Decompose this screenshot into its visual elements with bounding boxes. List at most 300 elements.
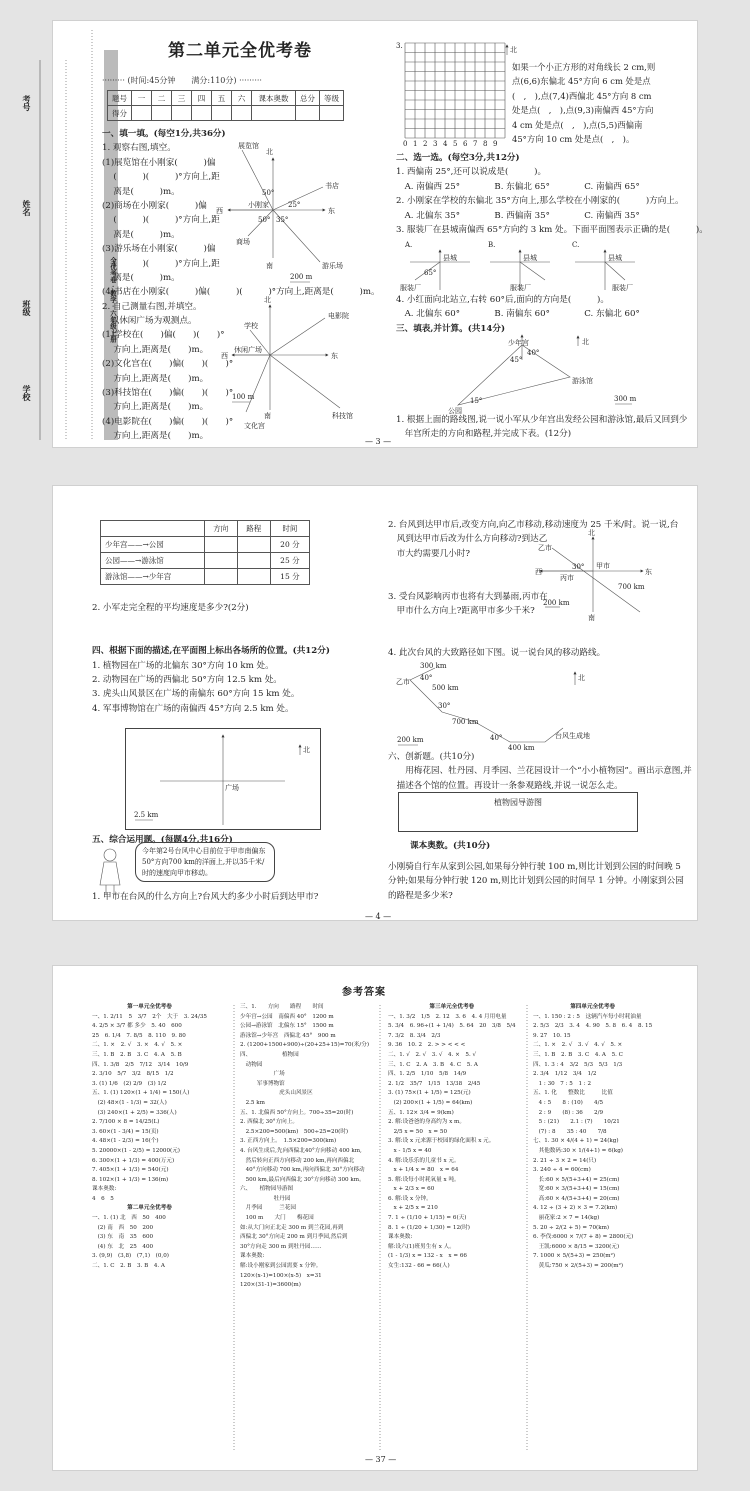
text-line: 的路程是多少米? [388,890,453,901]
text-line: 第二单元全优考卷 [127,1205,172,1212]
route-table [100,520,310,585]
text-line: (3)游乐场在小刚家( )偏 [102,244,216,255]
grid-tick-label: 3 [433,140,438,148]
text-line: 一、填一填。(每空1分,共36分) [102,129,226,139]
text-line [92,630,330,644]
text-line: 五、1. 北偏西 50°方向上。700÷35=20(时) [240,1109,354,1116]
text-line: 2. 动物园在广场的西偏北 50°方向 12.5 km 处。 [92,674,282,685]
grid-tick-label: 8 [483,140,488,148]
score-header-cell: 五 [212,91,232,106]
text-line: 7. 405×(1 + 1/3) = 540(元) [92,1167,169,1174]
text-line: 2. 台风到达甲市后,改变方向,向乙市移动,移动速度为 25 千米/时。说一说,台 [388,520,679,530]
text-line: 四、1. 2/5 1/10 5/8 14/9 [388,1071,467,1078]
text-line: 9. 27 10. 15 [533,1032,571,1039]
score-cell: 得分 [108,106,132,121]
label: 50° [262,189,275,197]
text-line: 三、1. 方向 路程 时间 [240,1004,324,1010]
text-line: 2/5 x = 50 x = 50 [388,1128,447,1135]
text-line: 方向上,距离是( )m。 [102,402,209,413]
question-2 [388,518,678,561]
text-line: 课本奥数: [92,1186,117,1193]
score-cell[interactable] [192,106,212,121]
text-line: 4. 2/5 × 3/7 都 多少 5. 40 600 [92,1023,182,1030]
text-line: 2. 21 ÷ 3 × 2 = 14(只) [533,1157,597,1164]
text-line: 3. 60×(1 - 3/4) = 15(页) [92,1128,159,1135]
label: 东 [331,352,338,360]
text-line: 五、1. 12× 3/4 = 9(km) [388,1109,454,1116]
label: 东 [328,207,335,215]
text-line: ( )( )°方向上,距 [102,215,220,226]
text-line: 2. 自己测量右图,并填空。 [102,301,202,312]
label: 东 [645,568,652,576]
label: 北 [266,148,273,156]
text-line: x + 2/3 x = 60 [388,1186,435,1193]
text-line: 如:从大门向正北走 300 m 到兰花园,再到 [240,1224,344,1231]
text-line: 2. 西偏北 30°方向上。 [240,1119,298,1126]
page-title: 第二单元全优考卷 [168,41,312,61]
text-line: 方向上,距离是( )m。 [102,373,209,384]
text-line: 3. 受台风影响丙市也将有大到暴雨,丙市在 [388,592,548,602]
text-line: 三、1. B 2. B 3. C 4. A 5. C [533,1051,623,1058]
text-line: (4) 东 北 25 400 [92,1243,154,1250]
text-line: 7. 3/2 8. 3/4 2/3 [388,1032,441,1039]
text-line: 分钟;如果每分钟行驶 120 m,则比计划到公园的时间早 1 分钟。小刚家到公园 [388,876,684,887]
label: A. [405,241,413,249]
label: 游乐场 [322,262,343,270]
text-line: 二、1. C 2. B 3. B 4. A [92,1263,165,1270]
label: 服装厂 [510,284,531,292]
text-line: 8. 1 ÷ (1/20 + 1/30) = 12(时) [388,1224,470,1231]
text-line: 描述各个馆的位置。再设计一条参观路线,并说一说怎么走。 [388,780,623,791]
score-header-cell: 一 [132,91,152,106]
text-line: 第四单元全优考卷 [570,1004,615,1010]
score-cell[interactable] [320,106,344,121]
label: B. [488,241,496,249]
label: 45° [510,356,523,364]
label: 40° [420,674,433,682]
text-line: 3. 解:设 x 元来源于校园的绿化面积 x 元。 [388,1138,495,1145]
label: 电影院 [328,312,349,320]
text-line: 5 : (21) 2.1 : (7) 10/21 [533,1119,620,1126]
grid-tick-label: 6 [463,140,468,148]
text-line: 二、1. √ 2. √ 3. √ 4. × 5. √ [388,1051,477,1058]
text-line: 2.5×200=500(km) 500÷25=20(时) [240,1128,349,1135]
text-line: 2. (1200+1500+900)÷(20+25+15)=70(米/分) [240,1042,370,1049]
text-line: 二、选一选。(每空3分,共12分) [396,153,520,163]
text-line [92,615,330,629]
label: 县城 [443,254,457,262]
text-line: 王凯:6000 × 8/15 = 3200(元) [533,1243,620,1250]
text-line: 六、创新题。(共10分) [388,752,475,762]
label: 30° [438,702,451,710]
text-line: 甲市什么方向上?距离甲市多少千米? [388,606,535,617]
text-line: 年宫所走的方向和路程,并完成下表。(12分) [396,429,572,440]
table-cell[interactable] [204,553,237,569]
score-cell[interactable] [296,106,320,121]
text-line: 4. 军事博物馆在广场的南偏西 45°方向 2.5 km 处。 [92,703,294,714]
text-line: 课本奥数: [388,1234,413,1241]
text-line: 2. 解:设爸爸的身高约为 x m。 [388,1119,465,1126]
text-line: 二、1. × 2. √ 3. √ 4. √ 5. × [533,1042,623,1049]
label: 服装厂 [612,284,633,292]
olympiad-question [388,860,684,903]
score-header-cell: 总分 [296,91,320,106]
text-line: 3. 正西方向上。 1.5×200=300(km) [240,1138,337,1145]
text-line: 四、 植物园 [240,1051,299,1058]
text-line: 动物园 [240,1061,263,1068]
section-fill-in [102,127,380,444]
text-line: 2. 1/2 35/7 1/15 13/38 2/45 [388,1080,481,1087]
text-line: 4 cm 处是点( , ),点(5,5)西偏南 [512,119,643,130]
binding-label-exam-number: 考号 [22,95,32,111]
label: 北 [510,46,517,54]
text-line: 市大约需要几小时? [388,548,470,559]
text-line: 黄瓜:750 × 2/(5+3) = 200(m²) [533,1263,624,1270]
table-row [101,521,310,537]
text-line: 30°方向走 300 m 到牡丹园…… [240,1243,322,1250]
text-line: 3. 240 ÷ 4 = 60(cm) [533,1167,591,1174]
text-line: (2) 南 西 50 200 [92,1224,154,1231]
olympiad-title: 课本奥数。(共10分) [410,841,491,851]
label: 100 m [232,393,255,401]
label: 北 [303,746,310,754]
score-header-cell: 四 [192,91,212,106]
text-line: 方向上,距离是( )m。 [102,431,209,442]
label: 300 m [614,395,637,403]
text-line: 四、根据下面的描述,在平面图上标出各场所的位置。(共12分) [92,646,330,657]
score-cell[interactable] [132,106,152,121]
page-number: — 3 — [365,437,392,446]
label: 30° [572,563,585,571]
grid-question-number: 3. [396,42,403,50]
text-line: 三、1. C 2. A 3. B 4. C 5. A [388,1061,478,1068]
label: 服装厂 [400,284,421,292]
text-line: x + 1/4 x = 80 x = 64 [388,1167,459,1174]
label: 2.5 km [134,811,159,819]
table-header-cell: 路程 [237,521,270,537]
text-line: 长:60 × 5/(5+3+4) = 25(cm) [533,1176,620,1183]
text-line: 第三单元全优考卷 [429,1004,475,1010]
text-line: (4)书店在小刚家( )偏( )( )°方向上,距离是( )m。 [102,287,380,298]
text-line: 五、1. (1) 120×(1 + 1/4) = 150(人) [92,1090,190,1097]
answers-col-2 [240,1003,369,1291]
label: 南 [266,262,273,270]
text-line: 小刚骑自行车从家到公园,如果每分钟行驶 100 m,则比计划到公园的时间晚 5 [388,862,681,872]
text-line: 6. 解:设 x 分钟。 [388,1195,432,1202]
text-line: 2 : 9 (8) : 36 2/9 [533,1109,604,1116]
label: 台风生成地 [555,732,590,740]
text-line: 然后转向正西方向移动 200 km,再向西偏北 [240,1157,355,1164]
score-header-cell: 等级 [320,91,344,106]
text-line: (1 - 1/3) x = 132 - x x = 66 [388,1253,467,1260]
score-cell[interactable] [172,106,192,121]
label: 西 [221,352,228,360]
grid-question-text [512,60,655,146]
label: 北 [578,674,585,682]
table-cell: 20 分 [270,537,309,553]
text-line: 5. 20 ÷ 2/(2 + 5) = 70(km) [533,1224,610,1231]
score-cell[interactable] [212,106,232,121]
label: 县城 [523,254,537,262]
text-line: 七、1. 30 × 4/(4 + 1) = 24(kg) [533,1138,619,1145]
text-line: 三、1. B 2. B 3. C 4. A 5. B [92,1051,182,1058]
text-line: 离是( )m。 [102,186,180,197]
table-cell: 少年宫——→公园 [101,537,205,553]
page-number: — 4 — [365,912,392,921]
text-line: (1)展览馆在小刚家( )偏 [102,157,216,168]
label: 300 km [420,662,447,670]
section-choice-cont [396,293,640,336]
grid-tick-label: 4 [443,140,448,148]
label: 公园 [448,407,462,415]
label: 丙市 [560,574,574,582]
text-line: 以休闲广场为观测点。 [102,316,197,327]
text-line: (3)科技馆在( )偏( )( )° [102,388,234,399]
text-line: 4. 12 ÷ (3 + 2) × 3 = 7.2(km) [533,1205,618,1212]
label: 700 km [618,583,645,591]
garden-map-title: 植物园导游图 [494,798,542,807]
text-line: 广场 [240,1071,285,1078]
table-cell[interactable] [204,537,237,553]
question-1: 1. 甲市在台风的什么方向上?台风大约多少小时后到达甲市? [92,892,319,902]
label: C. [572,241,580,249]
score-table [107,90,344,121]
text-line: 课本奥数: [240,1253,265,1260]
label: 西 [535,568,542,576]
label: 游泳馆 [572,377,593,385]
table-row [101,569,310,585]
text-line: (3) 东 南 35 600 [92,1234,154,1241]
label: 文化宫 [244,422,265,430]
question-3 [388,590,548,619]
table-cell[interactable] [237,569,270,585]
text-line: 45°方向 10 cm 处是点( , )。 [512,133,635,144]
text-line: 1. 观察右图,填空。 [102,143,176,154]
text-line: 月季园 兰花园 [240,1205,296,1212]
label: 北 [588,529,595,537]
grid-tick-label: 2 [423,140,428,148]
text-line: 4. 台风生成后,先向西偏北40°方向移动 400 km, [240,1147,362,1154]
label: 学校 [244,322,258,330]
grid-tick-label: 5 [453,140,458,148]
label: 700 km [452,718,479,726]
binding-strip: 全优考卷 · 数学 · 六年级上册 [104,50,118,440]
text-line: (2) 200×(1 + 1/5) = 64(km) [388,1099,473,1106]
text-line: (1)学校在( )偏( )( )° [102,330,225,341]
label: 书店 [325,182,339,190]
label: 50° [258,216,271,224]
text-line: 西偏北 30°方向走 200 m 到月季园,然后到 [240,1234,348,1241]
text-line: 25 6. 1/4 7. 8/5 8. 110 9. 80 [92,1032,186,1039]
answers-col-3 [388,1003,516,1272]
plan-box [125,728,321,830]
text-line: 解:设小刚家到公园需要 x 分钟。 [240,1263,322,1270]
table-cell: 15 分 [270,569,309,585]
garden-map-box [398,792,638,832]
label: 南 [264,412,271,420]
time-info: ········· (时间:45分钟 满分:110分) ········· [102,76,262,85]
section-choice [396,151,708,237]
text-line: 处是点( , ),点(9,3)南偏西 45°方向 [512,105,654,116]
text-line: 3. 服装厂在县城南偏西 65°方向约 3 km 处。下面平面图表示正确的是( )。 [396,224,708,235]
text-line: 4 6 5 [92,1195,114,1202]
text-line: 风到达甲市后改为什么方向移动?到达乙 [388,534,548,545]
grid-tick-label: 0 [403,140,408,148]
text-line: (3) 240×(1 + 2/5) = 336(人) [92,1109,177,1116]
text-line: 5. 解:设每小时耗氧量 x 吨。 [388,1176,460,1183]
text-line: 一、1. 150 : 2 : 5 这辆汽车每小时耗油量 [533,1013,642,1020]
text-line: 六、 植物园导游图 [240,1186,294,1193]
binding-label-class: 班级 [22,300,32,316]
answers-col-1 [92,1003,207,1272]
question-4: 4. 此次台风的大致路径如下图。说一说台风的移动路线。 [388,648,606,658]
label: 15° [470,397,483,405]
section-table-question [396,413,687,442]
table-cell: 游泳馆——→少年宫 [101,569,205,585]
text-line: 军事博物馆 [240,1080,285,1087]
text-line: 3. (9,9) (3,8) (7,1) (0,0) [92,1253,169,1260]
table-header-cell: 时间 [270,521,309,537]
text-line: 120×(31-1)=3600(m) [240,1282,301,1289]
text-line: 4. 48×(1 - 2/3) = 16(个) [92,1138,159,1145]
time-info-text: (时间:45分钟 满分:110分) [127,76,237,85]
label: 北 [264,296,271,304]
text-line: 1. 植物园在广场的北偏东 30°方向 10 km 处。 [92,660,274,671]
text-line: 1. 西偏南 25°,还可以说成是( )。 [396,167,547,178]
score-header-cell: 二 [152,91,172,106]
text-line: 三、填表,并计算。(共14分) [396,323,506,334]
text-line: 2. 5/3 2/3 3. 4 4. 90 5. 8 6. 4 8. 15 [533,1023,653,1030]
score-cell[interactable] [252,106,296,121]
table-cell: 25 分 [270,553,309,569]
text-line: 4. 小红面向北站立,右转 60°后,面向的方向是( )。 [396,295,609,305]
label: 北 [582,338,589,346]
text-line: ( )( )°方向上,距 [102,258,220,269]
label: 南 [588,614,595,622]
text-line: 2. 7/100 × 8 = 14/25(L) [92,1119,160,1126]
label: 200 km [397,736,424,744]
label: 展览馆 [238,142,259,150]
score-cell[interactable] [152,106,172,121]
label: 广场 [225,784,239,792]
text-line: 100 m 大门 梅花园 [240,1215,314,1222]
label: 400 km [508,744,535,752]
text-line: A. 北偏东 35° B. 西偏南 35° C. 南偏西 35° [396,210,640,221]
text-line: x - 1/5 x = 40 [388,1147,432,1154]
score-header-cell: 六 [232,91,252,106]
text-line: A. 北偏东 60° B. 南偏东 60° C. 东偏北 60° [396,309,640,320]
text-line: 1 : 30 7 : 5 1 : 2 [533,1080,592,1087]
label: 甲市 [596,562,610,570]
table-cell[interactable] [237,537,270,553]
text-line: 虎头山风景区 [240,1090,313,1097]
label: 40° [527,349,540,357]
section-plan [92,601,330,716]
text-line: 公园→游泳馆 北偏东 15° 1500 m [240,1023,334,1030]
text-line: A. 南偏西 25° B. 东偏北 65° C. 南偏西 65° [396,181,640,192]
text-line: ( )( )°方向上,距 [102,172,220,183]
text-line: 游泳馆→少年宫 西偏北 45° 900 m [240,1032,336,1039]
text-line: 少年宫→公园 南偏西 40° 1200 m [240,1013,334,1020]
label: 休闲广场 [234,346,262,354]
text-line: 2.5 km [240,1099,265,1106]
text-line: 5. 3/4 6. 96÷(1 + 1/4) 5. 64 20 3/8 5/4 [388,1023,516,1030]
text-line: 如果一个小正方形的对角线长 2 cm,则 [512,62,656,72]
text-line: 3. (1) 1/6 (2) 2/9 (3) 1/2 [92,1080,167,1087]
text-line: 四、1. 3 : 4 3/2 5/3 5/3 1/3 [533,1061,623,1068]
table-row [101,537,310,553]
section-applied: 五、综合运用题。(每题4分,共16分) [92,835,233,845]
grid-tick-label: 1 [413,140,418,148]
answers-col-4 [533,1003,652,1272]
table-header-cell: 方向 [204,521,237,537]
text-line: 7. 1 ÷ (1/10 + 1/15) = 6(天) [388,1215,467,1222]
text-line: 一、1. 3/2 1/5 2. 12 3. 6 4. 4 月用电量 [388,1013,507,1020]
section-innovation [388,750,692,793]
text-line: 2. 小刚家在学校的东偏北 35°方向上,那么学校在小刚家的( )方向上。 [396,196,684,207]
table-cell[interactable] [204,569,237,585]
text-line: 3. 虎头山风景区在广场的南偏东 60°方向 15 km 处。 [92,689,300,700]
page-number: — 37 — [365,1455,397,1464]
text-line: (2)商场在小刚家( )偏 [102,200,207,211]
text-line: 6. 李伐:6000 × 7/(7 + 8) = 2800(元) [533,1234,634,1241]
text-line: 宽:60 × 3/(5+3+4) = 15(cm) [533,1186,620,1193]
label: 商场 [236,238,250,246]
text-line: 牡丹园 [240,1195,291,1202]
score-cell[interactable] [232,106,252,121]
answers-title: 参考答案 [342,987,386,998]
table-header-cell [101,521,205,537]
label: 科技馆 [332,412,353,420]
text-line: 五、1. 化 整数比 比值 [533,1090,613,1097]
text-line: 方向上,距离是( )m。 [102,344,209,355]
label: 乙市 [396,678,410,686]
text-line: 120×(x-1)=100×(x-5) x=31 [240,1272,322,1279]
text-line: 一、1. (1) 北 西 50 400 [92,1215,166,1222]
text-line: 7. 1000 × 5/(5+3) = 250(m²) [533,1253,616,1260]
table-cell[interactable] [237,553,270,569]
label: 乙市 [538,544,552,552]
label: 35° [276,216,289,224]
text-line: 5. 20000×(1 - 2/5) = 12000(元) [92,1147,180,1154]
grid-tick-label: 7 [473,140,478,148]
text-line: 丽花家:2 × 7 = 14(kg) [533,1215,600,1222]
label: 少年宫 [508,339,529,347]
score-header-cell: 课本奥数 [252,91,296,106]
text-line: 3. (1) 75×(1 + 1/5) = 125(元) [388,1090,471,1097]
binding-label-name: 姓名 [22,200,32,216]
text-line: (7) : 8 35 : 40 7/8 [533,1128,607,1135]
score-header-cell: 题号 [108,91,132,106]
text-line: 四、1. 3/8 2/5 7/12 3/14 10/9 [92,1061,189,1068]
text-line: 离是( )m。 [102,229,180,240]
score-header-cell: 三 [172,91,192,106]
text-line: 2. 3/4 1/12 3/4 1/2 [533,1071,597,1078]
text-line: 用梅花园、牡丹园、月季园、兰花园设计一个“小小植物园”。画出示意图,并 [388,766,692,777]
label: 200 km [543,599,570,607]
teacher-speech-bubble: 今年第2号台风中心目前位于甲市南偏东50°方向700 km的洋面上,并以35千米/时的速度向甲市移动。 [135,842,275,882]
label: 200 m [290,273,313,281]
text-line: 女生:132 - 66 = 66(人) [388,1263,450,1270]
text-line: (4)电影院在( )偏( )( )° [102,416,234,427]
table-cell: 公园——→游泳馆 [101,553,205,569]
text-line: 40°方向移动 700 km,再向西偏北 30°方向移动 [240,1167,365,1174]
text-line: 4 : 5 8 : (10) 4/5 [533,1099,604,1106]
text-line: 第一单元全优考卷 [127,1004,172,1010]
text-line: 2. 小军走完全程的平均速度是多少?(2分) [92,603,249,613]
text-line: 离是( )m。 [102,272,180,283]
label: 小刚家 [248,201,269,209]
